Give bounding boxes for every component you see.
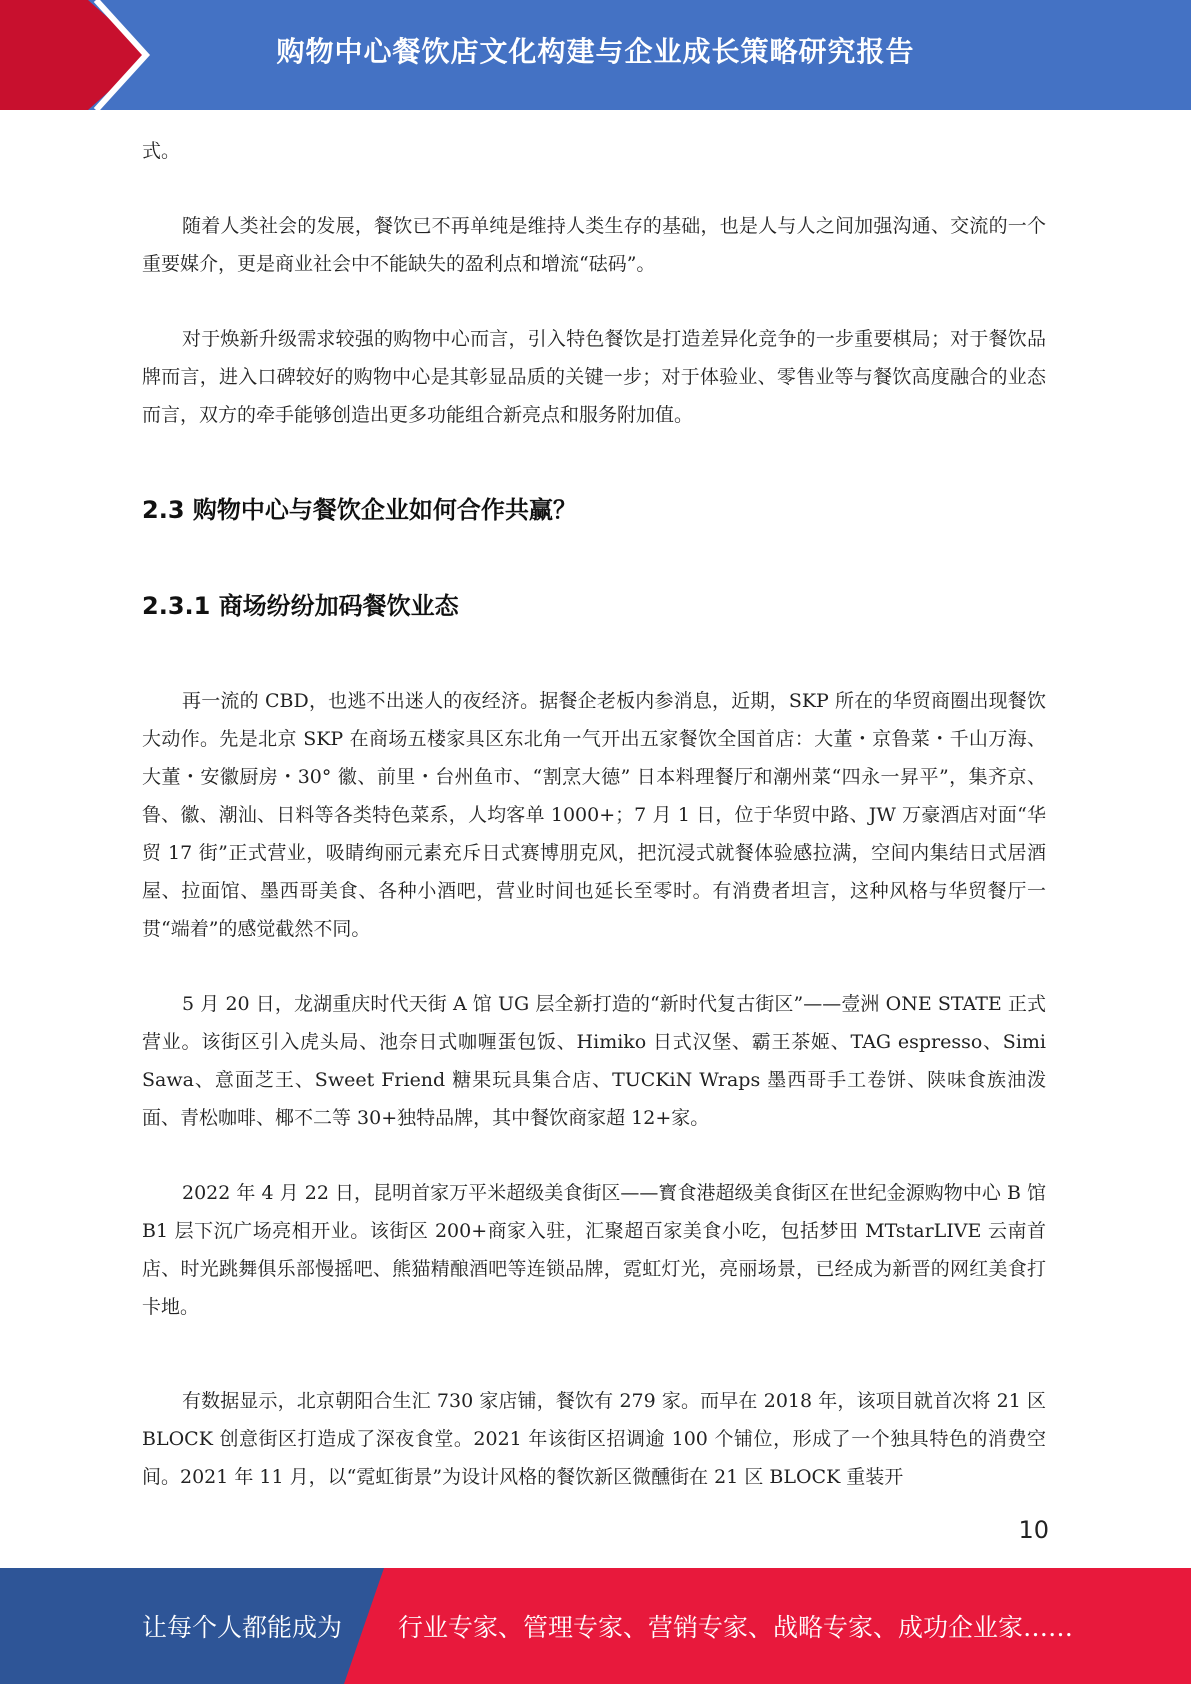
paragraph: 随着人类社会的发展，餐饮已不再单纯是维持人类生存的基础，也是人与人之间加强沟通、交流的一个重要媒介，更是商业社会中不能缺失的盈利点和增流“砝码”。: [142, 215, 1046, 275]
page-number: 10: [1018, 1516, 1049, 1544]
page-footer: [0, 1568, 1191, 1684]
paragraph: 对于焕新升级需求较强的购物中心而言，引入特色餐饮是打造差异化竞争的一步重要棋局；对于餐饮品牌而言，进入口碑较好的购物中心是其彰显品质的关键一步；对于体验业、零售业等与餐饮高度融合的业态而言，双方的牵手能够创造出更多功能组合新亮点和服务附加值。: [142, 328, 1046, 426]
page-header: [0, 0, 1191, 110]
paragraph: 2022 年 4 月 22 日，昆明首家万平米超级美食街区——寳食港超级美食街区在世纪金源购物中心 B 馆 B1 层下沉广场亮相开业。该街区 200+商家入驻，汇聚超百家美食小吃，包括梦田 MTstarLIVE 云南首店、时光跳舞俱乐部慢摇吧、熊猫精酿酒吧等连锁品牌，霓虹灯光，亮丽场景，已经成为新晋的网红美食打卡地。: [142, 1182, 1046, 1318]
footer-slogan-left: 让每个人都能成为: [142, 1613, 343, 1642]
page-content: [142, 132, 1046, 1496]
paragraph-continued: 式。: [142, 140, 181, 162]
header-red-arrow: [0, 0, 150, 110]
footer-slogan-right: 行业专家、管理专家、营销专家、战略专家、成功企业家……: [398, 1613, 1074, 1642]
paragraph: 再一流的 CBD，也逃不出迷人的夜经济。据餐企老板内参消息，近期，SKP 所在的华贸商圈出现餐饮大动作。先是北京 SKP 在商场五楼家具区东北角一气开出五家餐饮全国首店：大董・京鲁菜・千山万海、大董・安徽厨房・30° 徽、前里・台州鱼市、“割烹大德” 日本料理餐厅和潮州菜“四永一昇平”，集齐京、鲁、徽、潮汕、日料等各类特色菜系，人均客单 1000+；7 月 1 日，位于华贸中路、JW 万豪酒店对面“华贸 17 街”正式营业，吸睛绚丽元素充斥日式赛博朋克风，把沉浸式就餐体验感拉满，空间内集结日式居酒屋、拉面馆、墨西哥美食、各种小酒吧，营业时间也延长至零时。有消费者坦言，这种风格与华贸餐厅一贯“端着”的感觉截然不同。: [142, 690, 1046, 940]
section-heading-2-3: 2.3 购物中心与餐饮企业如何合作共赢？: [142, 496, 577, 524]
paragraph: 5 月 20 日，龙湖重庆时代天街 A 馆 UG 层全新打造的“新时代复古街区”——壹洲 ONE STATE 正式营业。该街区引入虎头局、池奈日式咖喱蛋包饭、Himiko 日式汉堡、霸王茶姬、TAG espresso、Simi Sawa、意面芝王、Sweet Friend 糖果玩具集合店、TUCKiN Wraps 墨西哥手工卷饼、陕味食族油泼面、青松咖啡、椰不二等 30+独特品牌，其中餐饮商家超 12+家。: [142, 993, 1046, 1129]
header-title: 购物中心餐饮店文化构建与企业成长策略研究报告: [276, 35, 915, 68]
paragraph: 有数据显示，北京朝阳合生汇 730 家店铺，餐饮有 279 家。而早在 2018 年，该项目就首次将 21 区 BLOCK 创意街区打造成了深夜食堂。2021 年该街区招调逾 100 个铺位，形成了一个独具特色的消费空间。2021 年 11 月，以“霓虹街景”为设计风格的餐饮新区微醺街在 21 区 BLOCK 重装开: [142, 1390, 1046, 1488]
section-heading-2-3-1: 2.3.1 商场纷纷加码餐饮业态: [142, 592, 459, 620]
